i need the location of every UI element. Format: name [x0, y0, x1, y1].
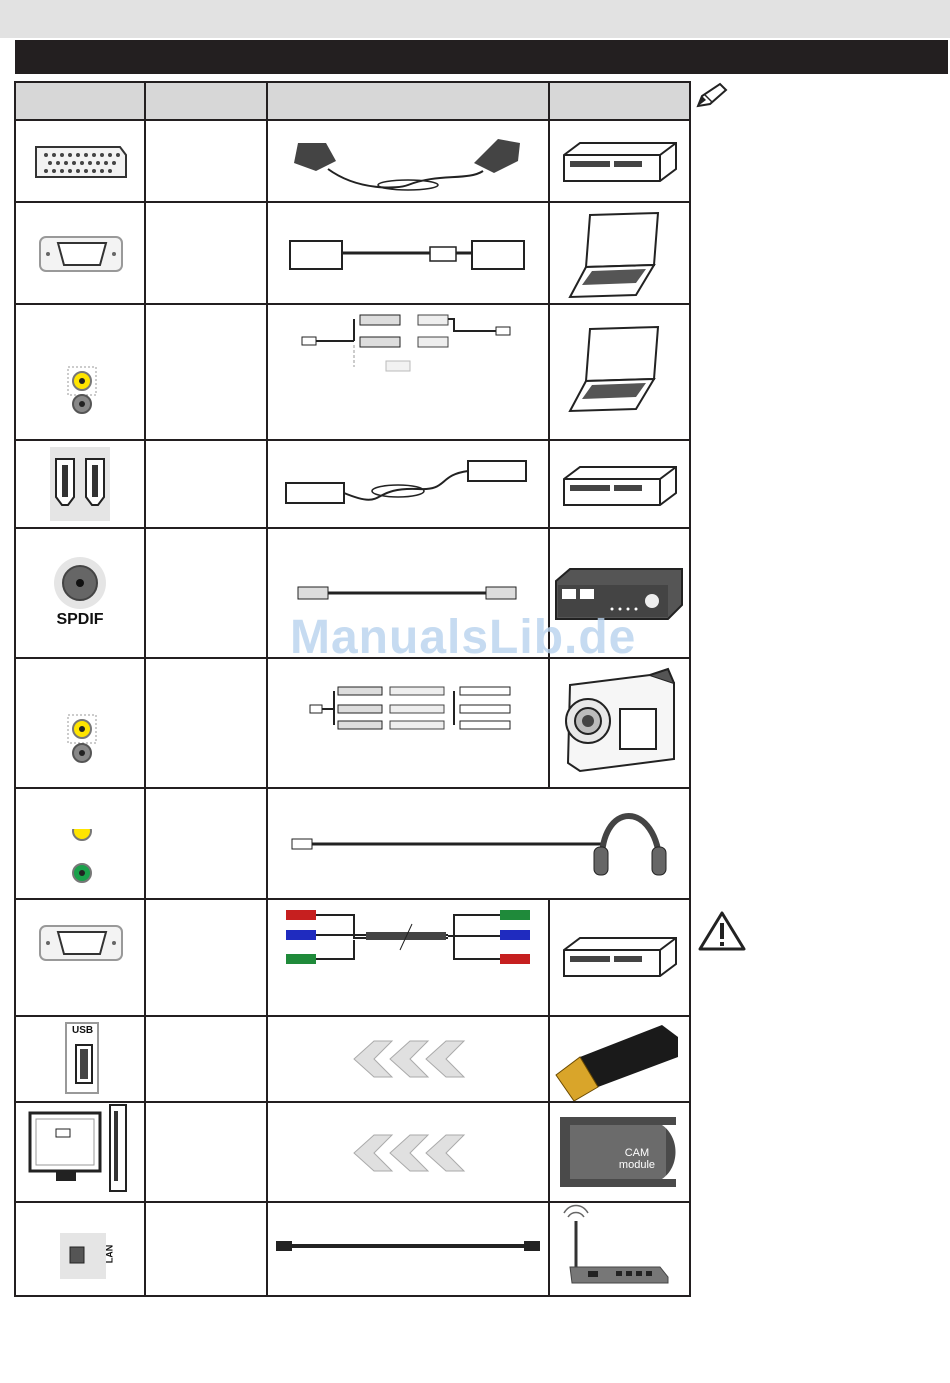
lan-port-icon: [16, 1203, 144, 1295]
laptop-icon: [550, 305, 688, 439]
hdmi-cable-icon: [268, 441, 548, 527]
ci-arrow-cell: [267, 1102, 549, 1202]
table-row: [15, 1016, 690, 1102]
title-bar: [15, 40, 948, 74]
usb-type-cell: [145, 1016, 267, 1102]
vga-cable-cell: [267, 202, 549, 304]
camcorder-icon: [550, 659, 688, 787]
triple-chevron-left-icon: [268, 1103, 548, 1201]
table-row: [15, 1202, 690, 1296]
component-cable-icon: [268, 900, 548, 1015]
spdif-label: SPDIF: [56, 611, 104, 628]
lan-device-cell: [549, 1202, 690, 1296]
pencil-note-icon: [692, 80, 732, 112]
spdif-jack-icon: [16, 529, 144, 657]
headphone-port-cell: [15, 788, 145, 899]
ypbpr-cable-cell: [267, 899, 549, 1016]
scart-port-icon: [16, 121, 144, 201]
side-av-type-cell: [145, 658, 267, 788]
table-row: [15, 202, 690, 304]
ethernet-cable-icon: [268, 1203, 548, 1295]
headphone-cable-cell: [267, 788, 690, 899]
header-device: [549, 82, 690, 120]
pc-audio-device-cell: [549, 304, 690, 440]
av-jack-pair-icon: [16, 659, 144, 787]
table-row: [15, 899, 690, 1016]
header-type: [145, 82, 267, 120]
av-adapter-cable-icon: [268, 659, 548, 787]
headphone-cable-icon: [268, 789, 688, 898]
ci-device-cell: [549, 1102, 690, 1202]
scart-port-cell: [15, 120, 145, 202]
headphone-type-cell: [145, 788, 267, 899]
audio-adapter-cable-icon: [268, 305, 548, 439]
spdif-port-cell: [15, 528, 145, 658]
usb-device-cell: [549, 1016, 690, 1102]
laptop-icon: [550, 203, 688, 303]
ypbpr-port-cell: [15, 899, 145, 1016]
lan-label: LAN: [104, 1244, 115, 1264]
table-row: [15, 658, 690, 788]
hdmi-device-cell: [549, 440, 690, 528]
dvd-recorder-icon: [550, 121, 688, 201]
wireless-router-icon: [550, 1203, 688, 1295]
table-row: [15, 120, 690, 202]
warning-triangle-icon: [698, 909, 748, 953]
lan-port-cell: [15, 1202, 145, 1296]
lan-cable-cell: [267, 1202, 549, 1296]
table-row: [15, 788, 690, 899]
dvd-recorder-icon: [550, 441, 688, 527]
scart-type-cell: [145, 120, 267, 202]
vga-port-cell: [15, 202, 145, 304]
audio-jack-pair-icon: [16, 305, 144, 439]
triple-chevron-left-icon: [268, 1017, 548, 1101]
header-band: [0, 0, 950, 38]
pc-audio-port-cell: [15, 304, 145, 440]
cam-module-label: CAM module: [618, 1147, 655, 1171]
usb-label: USB: [72, 1025, 94, 1036]
hdmi-port-cell: [15, 440, 145, 528]
ypbpr-type-cell: [145, 899, 267, 1016]
dvd-recorder-icon: [550, 900, 688, 1015]
spdif-type-cell: [145, 528, 267, 658]
pc-audio-type-cell: [145, 304, 267, 440]
header-cables: [267, 82, 549, 120]
table-row: [15, 1102, 690, 1202]
ci-type-cell: [145, 1102, 267, 1202]
hdmi-ports-icon: [16, 441, 144, 527]
vga-port-icon: [16, 900, 144, 1015]
table-row: [15, 440, 690, 528]
ci-port-cell: [15, 1102, 145, 1202]
side-av-port-cell: [15, 658, 145, 788]
scart-device-cell: [549, 120, 690, 202]
scart-cable-cell: [267, 120, 549, 202]
usb-stick-icon: [550, 1017, 688, 1101]
hdmi-type-cell: [145, 440, 267, 528]
usb-port-cell: [15, 1016, 145, 1102]
pc-audio-cable-cell: [267, 304, 549, 440]
table-header-row: [15, 82, 690, 120]
vga-device-cell: [549, 202, 690, 304]
table-row: [15, 304, 690, 440]
headphone-jack-icon: [16, 789, 144, 898]
ypbpr-device-cell: [549, 899, 690, 1016]
connections-table: [14, 81, 691, 1297]
vga-type-cell: [145, 202, 267, 304]
watermark-text: ManualsLib.de: [290, 611, 637, 664]
usb-arrow-cell: [267, 1016, 549, 1102]
scart-cable-icon: [268, 121, 548, 201]
header-connector: [15, 82, 145, 120]
vga-port-icon: [16, 203, 144, 303]
hdmi-cable-cell: [267, 440, 549, 528]
lan-type-cell: [145, 1202, 267, 1296]
side-av-cable-cell: [267, 658, 549, 788]
tv-ci-slot-icon: [16, 1103, 144, 1201]
side-av-device-cell: [549, 658, 690, 788]
vga-cable-icon: [268, 203, 548, 303]
